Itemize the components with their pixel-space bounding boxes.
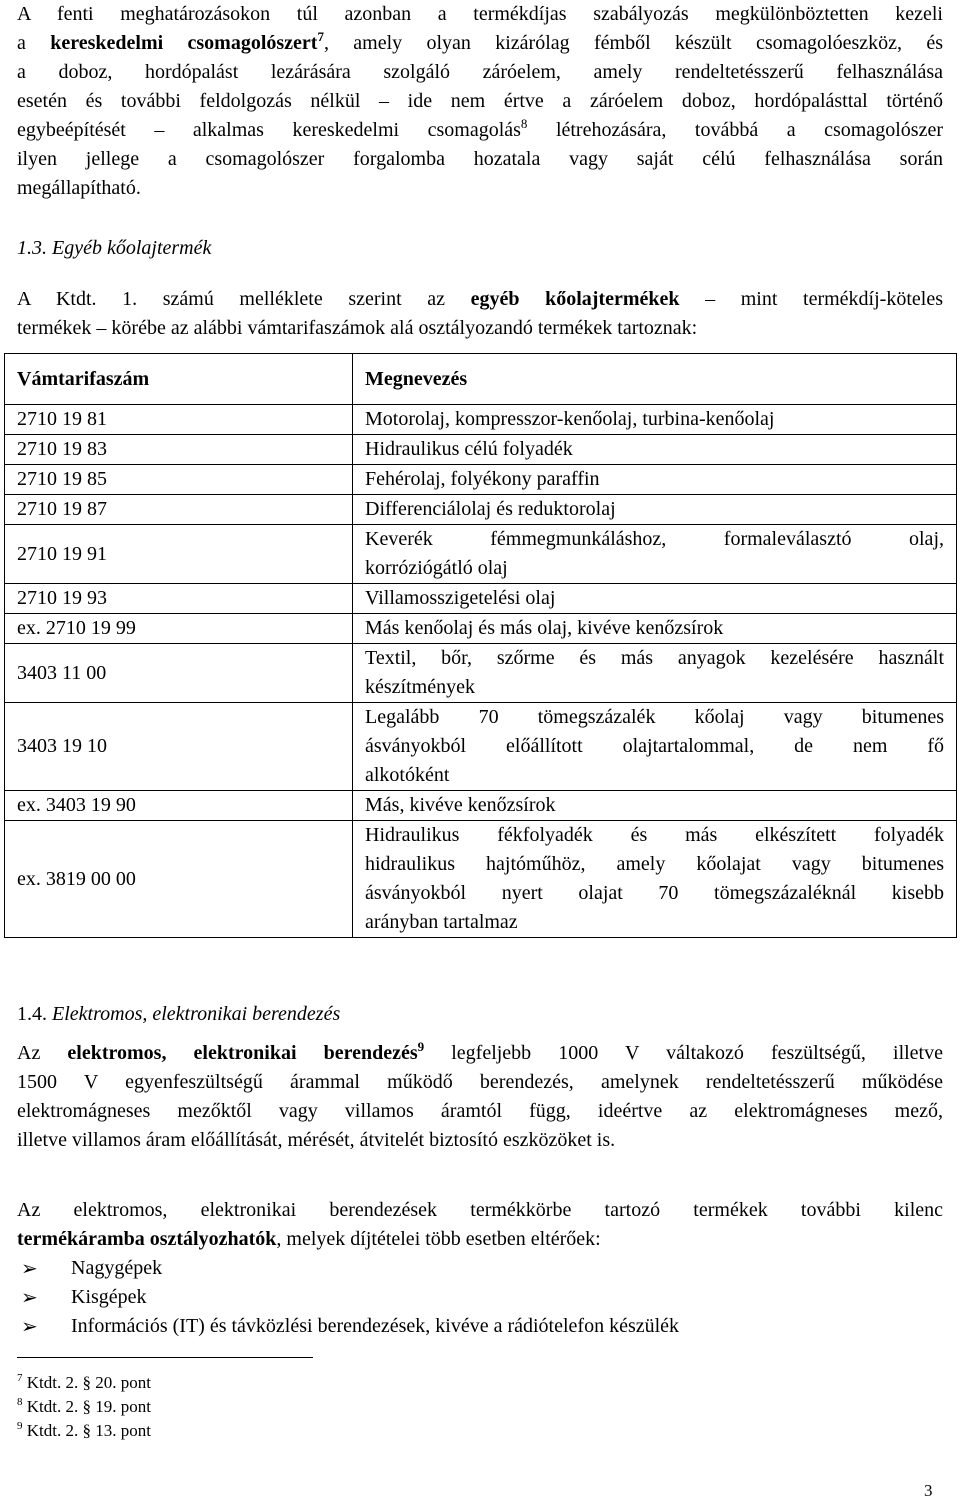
footnote-ref[interactable]: 7 — [317, 29, 324, 44]
product-name-line: Legalább 70 tömegszázalék kőolaj vagy bitumenes — [365, 706, 944, 728]
text-line: illetve villamos áram előállítását, mérését, átvitelét biztosító eszközöket is. — [17, 1129, 616, 1151]
paragraph-petroleum-intro — [17, 285, 943, 343]
table-row — [5, 791, 957, 821]
text-run: Az — [17, 1042, 68, 1064]
text-line: esetén és további feldolgozás nélkül – ide nem értve a záróelem doboz, hordópalásttal történő — [17, 90, 943, 112]
tariff-code-cell: ex. 3819 00 00 — [5, 821, 353, 938]
product-name-cell — [353, 465, 957, 495]
product-name-line: Hidraulikus fékfolyadék és más elkészített folyadék — [365, 824, 944, 846]
text-line: 1500 V egyenfeszültségű árammal működő berendezés, amelynek rendeltetésszerű működése — [17, 1071, 943, 1093]
footnote-text: Ktdt. 2. § 20. pont — [26, 1373, 151, 1392]
product-name-line: Fehérolaj, folyékony paraffin — [365, 468, 600, 490]
paragraph-commercial-packaging — [17, 0, 943, 203]
tariff-code-cell: 2710 19 81 — [5, 405, 353, 435]
product-name-line: készítmények — [365, 676, 475, 698]
bold-term: kereskedelmi csomagolószert — [50, 32, 318, 54]
table-row — [5, 703, 957, 791]
section-title: Elektromos, elektronikai berendezés — [52, 1003, 341, 1025]
footnote — [17, 1395, 151, 1419]
arrow-bullet-icon: ➢ — [21, 1256, 38, 1280]
product-name-cell — [353, 791, 957, 821]
column-header-name: Megnevezés — [353, 354, 957, 405]
footnote-number: 7 — [17, 1372, 23, 1384]
footnote-text: Ktdt. 2. § 13. pont — [26, 1421, 151, 1440]
text-line: megállapítható. — [17, 177, 141, 199]
product-name-cell — [353, 584, 957, 614]
tariff-code-cell: 2710 19 83 — [5, 435, 353, 465]
footnotes — [17, 1371, 151, 1443]
category-list — [17, 1254, 679, 1341]
product-name-cell — [353, 614, 957, 644]
footnote — [17, 1371, 151, 1395]
text-line: ilyen jellege a csomagolószer forgalomba hozatala vagy saját célú felhasználása során — [17, 148, 943, 170]
product-name-line: ásványokból előállított olajtartalommal, de nem fő — [365, 735, 944, 757]
product-name-line: Villamosszigetelési olaj — [365, 587, 556, 609]
product-name-cell — [353, 644, 957, 703]
tariff-code-cell: ex. 2710 19 99 — [5, 614, 353, 644]
table-row — [5, 584, 957, 614]
product-name-line: alkotóként — [365, 764, 450, 786]
product-name-cell — [353, 495, 957, 525]
bold-term: elektromos, elektronikai berendezés — [67, 1042, 418, 1064]
paragraph-electrical-definition — [17, 1039, 943, 1155]
list-item-text: Információs (IT) és távközlési berendezések, kivéve a rádiótelefon készülék — [71, 1315, 680, 1337]
list-item — [17, 1283, 679, 1312]
product-name-line: ásványokból nyert olajat 70 tömegszázaléknál kisebb — [365, 882, 944, 904]
section-heading: 1.3. Egyéb kőolajtermék — [17, 237, 212, 259]
tariff-code-cell: 3403 19 10 — [5, 703, 353, 791]
table-row — [5, 435, 957, 465]
arrow-bullet-icon: ➢ — [21, 1314, 38, 1338]
product-name-line: korróziógátló olaj — [365, 557, 508, 579]
bold-term: termékáramba osztályozhatók — [17, 1228, 277, 1250]
tariff-code-cell: 2710 19 87 — [5, 495, 353, 525]
tariff-code-cell: 2710 19 91 — [5, 525, 353, 584]
product-name-cell — [353, 821, 957, 938]
footnote-number: 8 — [17, 1396, 23, 1408]
footnote-ref[interactable]: 8 — [520, 116, 528, 131]
table-header-row — [5, 354, 957, 405]
product-name-line: Motorolaj, kompresszor-kenőolaj, turbina-kenőolaj — [365, 408, 775, 430]
text-line: a doboz, hordópalást lezárására szolgáló záróelem, amely rendeltetésszerű felhasználása — [17, 61, 943, 83]
text-run: A Ktdt. 1. számú melléklete szerint az — [17, 288, 471, 310]
section-heading — [17, 1000, 340, 1029]
text-run: legfeljebb 1000 V váltakozó feszültségű, illetve — [424, 1042, 943, 1064]
table-row — [5, 614, 957, 644]
arrow-bullet-icon: ➢ — [21, 1285, 38, 1309]
product-name-line: Hidraulikus célú folyadék — [365, 438, 573, 460]
product-name-line: Keverék fémmegmunkáláshoz, formaleválasztó olaj, — [365, 528, 944, 550]
tariff-code-cell: 2710 19 85 — [5, 465, 353, 495]
footnote-text: Ktdt. 2. § 19. pont — [26, 1397, 151, 1416]
text-line — [17, 1225, 943, 1254]
table-row — [5, 821, 957, 938]
product-name-cell — [353, 525, 957, 584]
text-run: , melyek díjtételei több esetben eltérőek: — [276, 1228, 601, 1250]
product-name-line: Más, kivéve kenőzsírok — [365, 794, 556, 816]
text-run: , amely olyan kizárólag fémből készült csomagolóeszköz, és — [323, 32, 943, 54]
page-number: 3 — [924, 1481, 933, 1500]
footnote-ref[interactable]: 9 — [417, 1039, 425, 1054]
text-line — [17, 285, 943, 314]
product-name-line: arányban tartalmaz — [365, 911, 518, 933]
tariff-code-cell: ex. 3403 19 90 — [5, 791, 353, 821]
text-line — [17, 1039, 943, 1068]
table-row — [5, 525, 957, 584]
table-row — [5, 405, 957, 435]
list-item — [17, 1312, 679, 1341]
product-name-line: Más kenőolaj és más olaj, kivéve kenőzsírok — [365, 617, 724, 639]
list-item-text: Kisgépek — [71, 1286, 147, 1308]
product-name-line: Textil, bőr, szőrme és más anyagok kezelésére használt — [365, 647, 944, 669]
column-header-code: Vámtarifaszám — [5, 354, 353, 405]
product-name-line: Differenciálolaj és reduktorolaj — [365, 498, 616, 520]
text-line — [17, 29, 943, 58]
footnote — [17, 1419, 151, 1443]
product-name-cell — [353, 435, 957, 465]
table-row — [5, 495, 957, 525]
list-item-text: Nagygépek — [71, 1257, 163, 1279]
text-run: – mint termékdíj-köteles — [679, 288, 943, 310]
text-line: A fenti meghatározásokon túl azonban a termékdíjas szabályozás megkülönböztetten kezeli — [17, 3, 943, 25]
product-name-cell — [353, 703, 957, 791]
footnote-separator — [17, 1357, 313, 1358]
section-number: 1.4. — [17, 1003, 47, 1025]
table-row — [5, 465, 957, 495]
product-name-cell — [353, 405, 957, 435]
text-line: Az elektromos, elektronikai berendezések termékkörbe tartozó termékek további kilenc — [17, 1199, 943, 1221]
tariff-table — [4, 353, 957, 938]
tariff-code-cell: 3403 11 00 — [5, 644, 353, 703]
tariff-code-cell: 2710 19 93 — [5, 584, 353, 614]
text-run: létrehozására, továbbá a csomagolószer — [527, 119, 943, 141]
footnote-number: 9 — [17, 1420, 23, 1432]
text-line: elektromágneses mezőktől vagy villamos áramtól függ, ideértve az elektromágneses mező, — [17, 1100, 943, 1122]
product-name-line: hidraulikus hajtóműhöz, amely kőolajat vagy bitumenes — [365, 853, 944, 875]
text-line — [17, 116, 943, 145]
table-row — [5, 644, 957, 703]
text-run: a — [17, 32, 51, 54]
bold-term: egyéb kőolajtermékek — [470, 288, 680, 310]
text-line: termékek – körébe az alábbi vámtarifaszámok alá osztályozandó termékek tartoznak: — [17, 317, 698, 339]
paragraph-categories — [17, 1196, 943, 1254]
text-run: egybeépítését – alkalmas kereskedelmi csomagolás — [17, 119, 521, 141]
list-item — [17, 1254, 679, 1283]
